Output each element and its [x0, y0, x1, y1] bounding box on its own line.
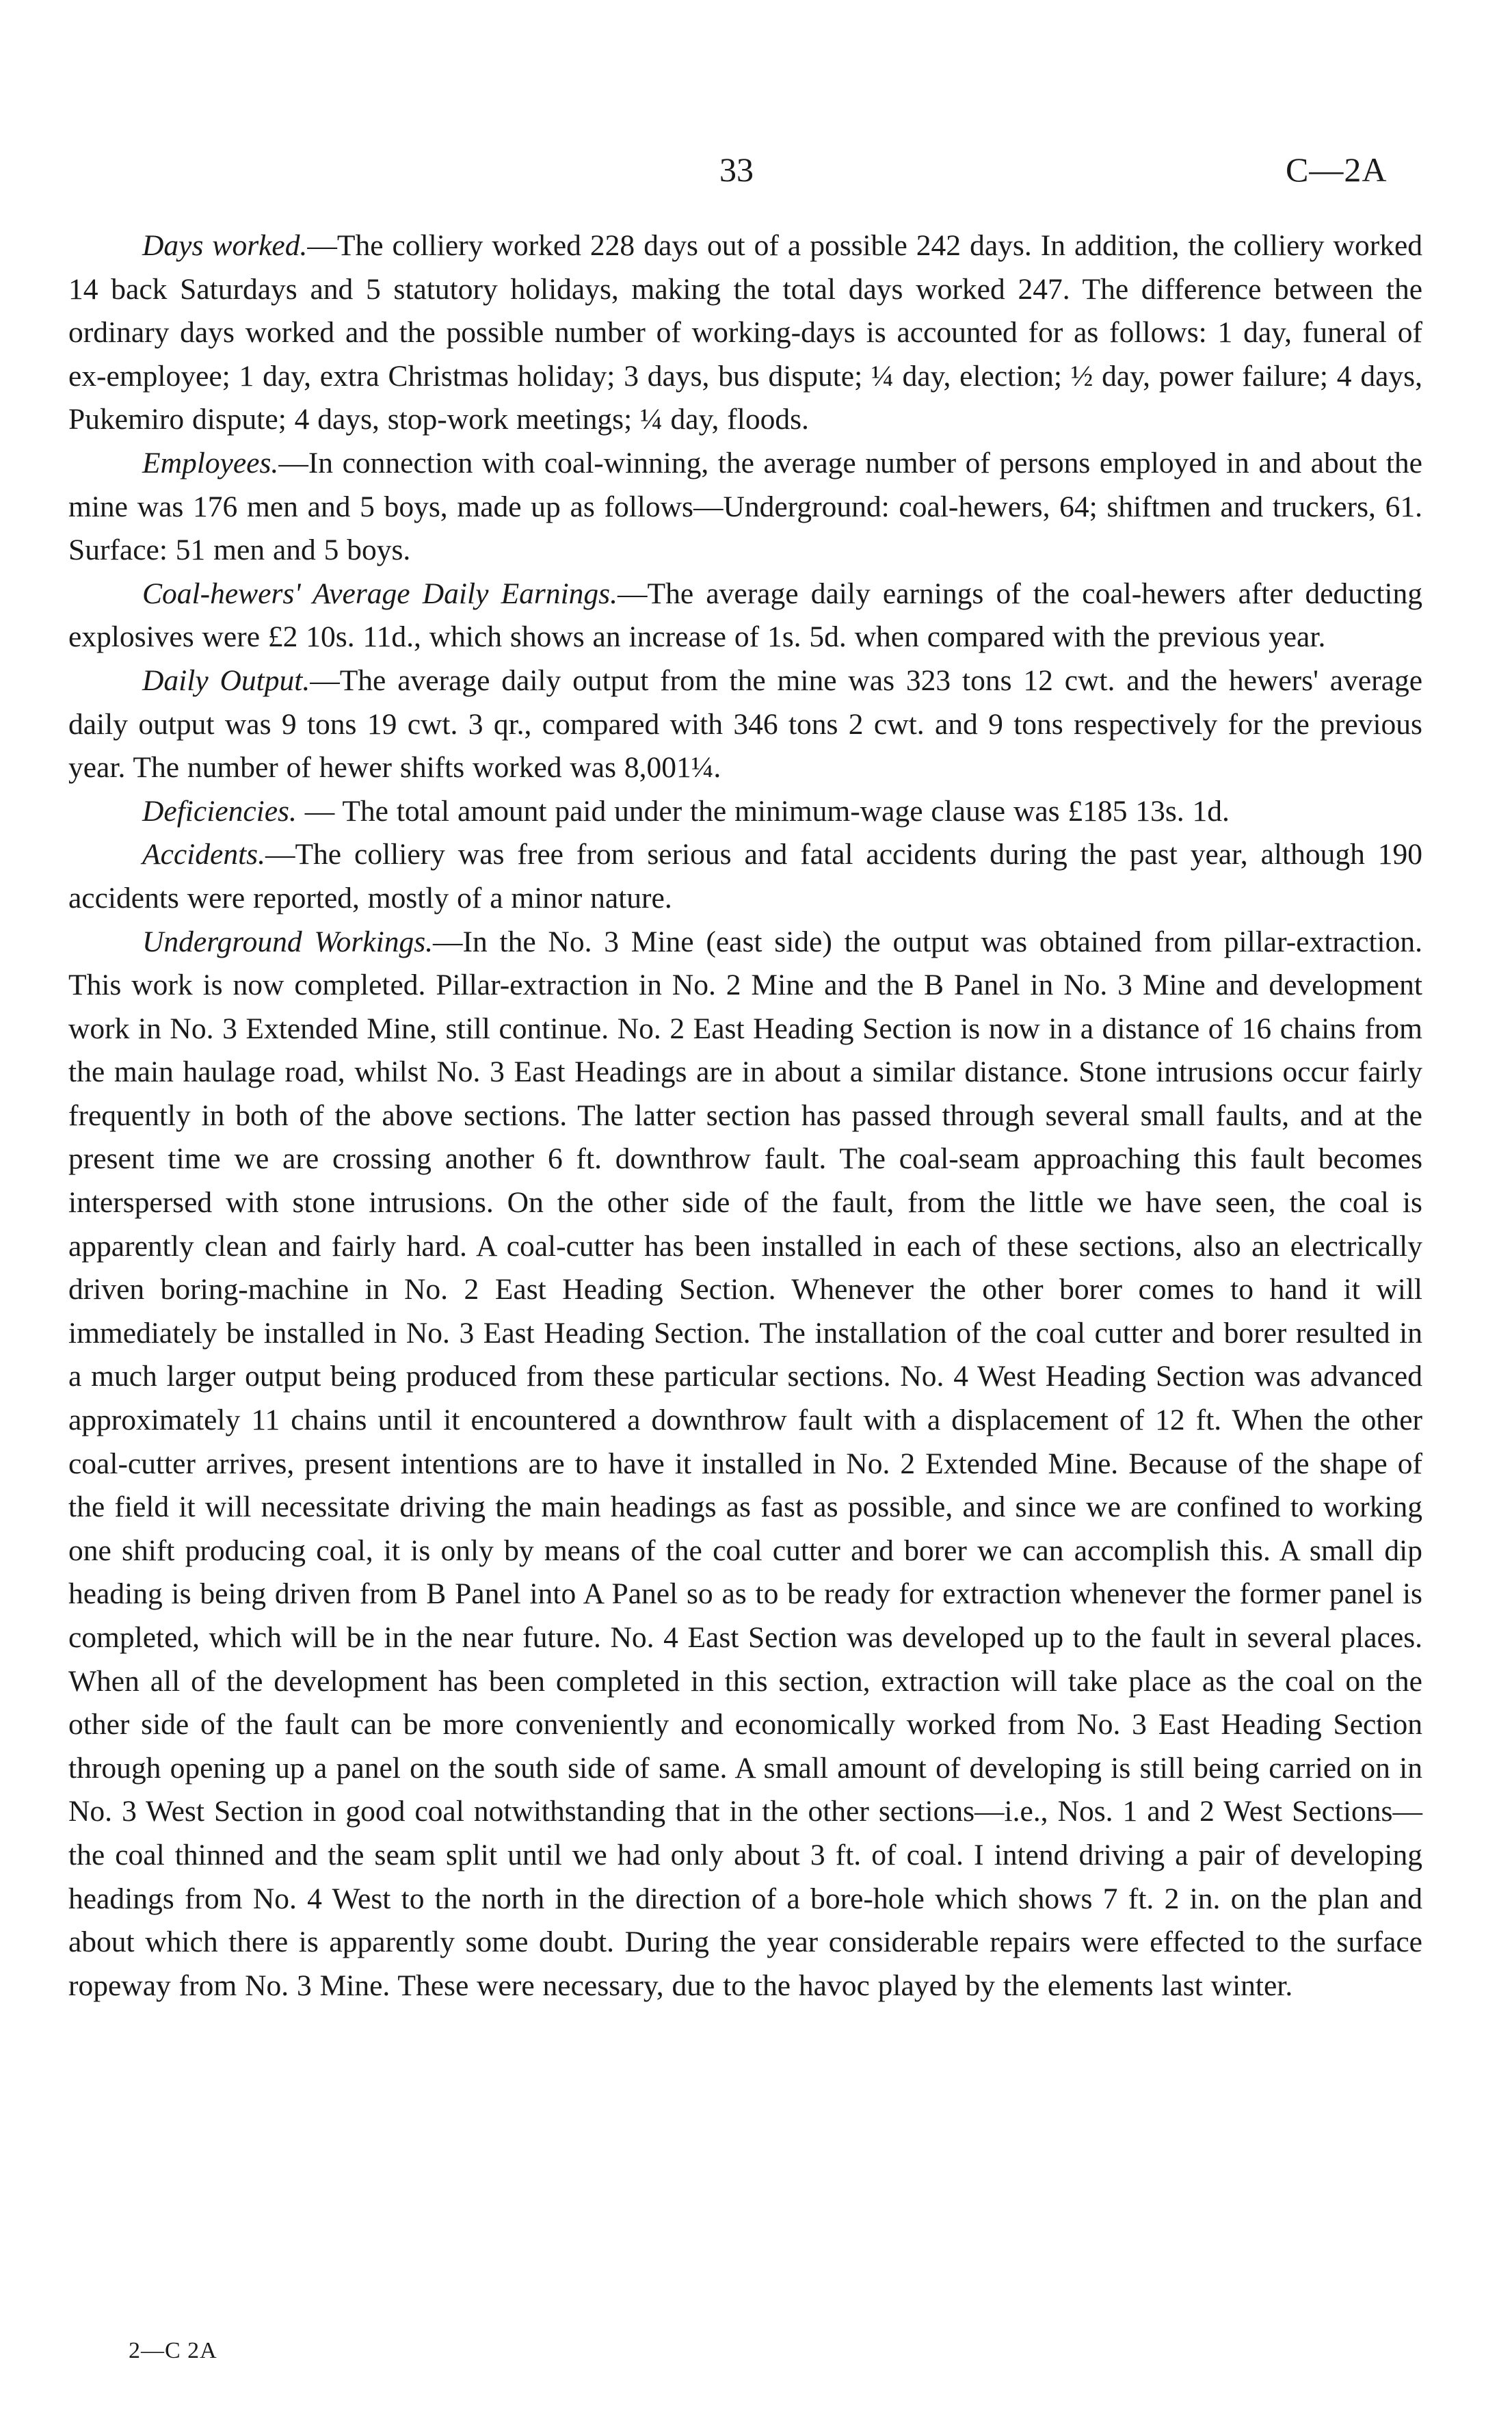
paragraph-title: Daily Output. [142, 663, 310, 697]
paragraph-text: —The colliery was free from serious and fatal accidents during the past year, although 190 accidents were reported, mostly of a minor nature. [68, 838, 1422, 915]
footer-signature-code: 2—C 2A [129, 2338, 217, 2363]
paragraph-title: Accidents. [142, 838, 265, 871]
paragraph-text: —In the No. 3 Mine (east side) the output was obtained from pillar-extraction. This work is now completed. Pillar-extraction in No. 2 Mine and the B Panel in No. 3 Mine and development work in No. 3 Extended Mine, still continue. No. 2 East Heading Section is now in a distance of 16 chains from the main haulage road, whilst No. 3 East Headings are in about a similar distance. Stone intrusions occur fairly frequently in both of the above sections. The latter section has passed through several small faults, and at the present time we are crossing another 6 ft. downthrow fault. The coal-seam approaching this fault becomes interspersed with stone intrusions. On the other side of the fault, from the little we have seen, the coal is apparently clean and fairly hard. A coal-cutter has been installed in each of these sections, also an electrically driven boring-machine in No. 2 East Heading Section. Whenever the other borer comes to hand it will immediately be installed in No. 3 East Heading Section. The installation of the coal cutter and borer resulted in a much larger output being produced from these particular sections. No. 4 West Heading Section was advanced approximately 11 chains until it encountered a downthrow fault with a displacement of 12 ft. When the other coal-cutter arrives, present intentions are to have it installed in No. 2 Extended Mine. Because of the shape of the field it will necessitate driving the main headings as fast as possible, and since we are confined to working one shift producing coal, it is only by means of the coal cutter and borer we can accomplish this. A small dip heading is being driven from B Panel into A Panel so as to be ready for extraction whenever the former panel is completed, which will be in the near future. No. 4 East Section was developed up to the fault in several places. When all of the development has been completed in this section, extraction will take place as the coal on the other side of the fault can be more conveniently and economically worked from No. 3 East Heading Section through opening up a panel on the south side of same. A small amount of developing is still being carried on in No. 3 West Section in good coal notwithstanding that in the other sections—i.e., Nos. 1 and 2 West Sections—the coal thinned and the seam split until we had only about 3 ft. of coal. I intend driving a pair of developing headings from No. 4 West to the north in the direction of a bore-hole which shows 7 ft. 2 in. on the plan and about which there is apparently some doubt. During the year considerable repairs were effected to the surface ropeway from No. 3 Mine. These were necessary, due to the havoc played by the elements last winter. [68, 925, 1422, 2002]
paragraph-deficiencies [68, 790, 1422, 834]
paragraph-days-worked [68, 224, 1422, 442]
paragraph-accidents [68, 833, 1422, 920]
page-header [0, 149, 1512, 197]
paragraph-coal-hewers-earnings [68, 573, 1422, 659]
paragraph-title: Employees. [142, 446, 279, 479]
paragraph-title: Deficiencies. [142, 794, 297, 828]
paragraph-underground-workings [68, 921, 1422, 2008]
paragraph-text: —The average daily output from the mine was 323 tons 12 cwt. and the hewers' average daily output was 9 tons 19 cwt. 3 qr., compared with 346 tons 2 cwt. and 9 tons respectively for the previous year. The number of hewer shifts worked was 8,001¼. [68, 663, 1423, 785]
paragraph-text: —In connection with coal-winning, the average number of persons employed in and about the mine was 176 men and 5 boys, made up as follows—Underground: coal-hewers, 64; shiftmen and truckers, 61. Surface: 51 men and 5 boys. [68, 446, 1422, 567]
paragraph-text: — The total amount paid under the minimum-wage clause was £185 13s. 1d. [296, 794, 1230, 828]
paragraph-title: Coal-hewers' Average Daily Earnings. [142, 577, 618, 610]
body-text [68, 224, 1422, 2008]
paragraph-employees [68, 442, 1422, 573]
paragraph-title: Days worked. [142, 229, 308, 262]
paragraph-title: Underground Workings. [142, 925, 433, 958]
paragraph-text: —The colliery worked 228 days out of a possible 242 days. In addition, the colliery worked 14 back Saturdays and 5 statutory holidays, making the total days worked 247. The difference between the ordinary days worked and the possible number of working-days is accounted for as follows: 1 day, funeral of ex-employee; 1 day, extra Christmas holiday; 3 days, bus dispute; ¼ day, election; ½ day, power failure; 4 days, Pukemiro dispute; 4 days, stop-work meetings; ¼ day, floods. [68, 229, 1422, 436]
page-number: 33 [719, 150, 754, 189]
paragraph-text: —The average daily earnings of the coal-hewers after deducting explosives were £2 10s. 11d., which shows an increase of 1s. 5d. when compared with the previous year. [68, 577, 1422, 654]
paragraph-daily-output [68, 659, 1422, 790]
document-code: C—2A [1286, 150, 1388, 189]
